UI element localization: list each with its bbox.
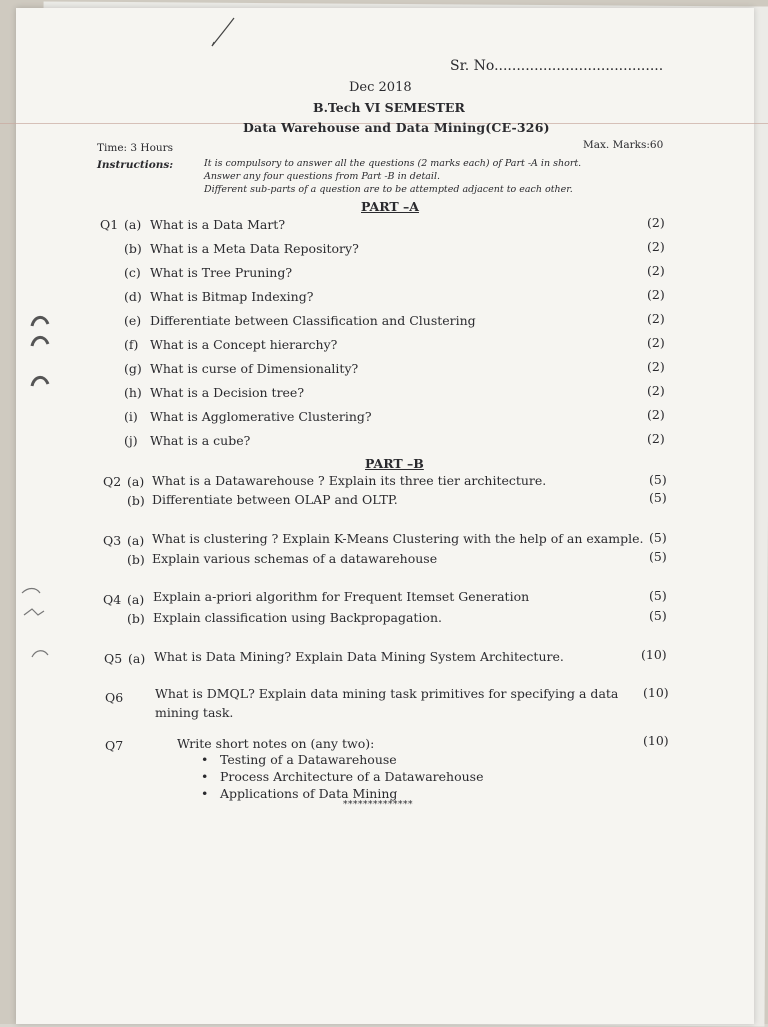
program-title: B.Tech VI SEMESTER xyxy=(313,100,465,115)
part-b-heading: PART –B xyxy=(365,456,424,471)
marks: (5) xyxy=(649,490,667,505)
question-text: What is a cube? xyxy=(150,433,251,448)
instructions-label: Instructions: xyxy=(97,159,174,171)
question-text: Write short notes on (any two): xyxy=(177,736,375,751)
bullet-icon: • xyxy=(201,786,209,801)
marks: (2) xyxy=(647,431,665,446)
list-item: Process Architecture of a Datawarehouse xyxy=(220,769,484,784)
marks: (5) xyxy=(649,472,667,487)
question-text: Explain various schemas of a datawarehouse xyxy=(152,551,438,566)
question-label: Q4 xyxy=(103,592,122,607)
punch-holes-icon xyxy=(28,312,52,402)
question-label: Q1 xyxy=(100,217,119,232)
question-text: Differentiate between OLAP and OLTP. xyxy=(152,492,398,507)
question-label: Q6 xyxy=(105,690,124,705)
marks: (5) xyxy=(649,549,667,564)
marks: (5) xyxy=(649,530,667,545)
part-a-heading: PART –A xyxy=(361,199,419,214)
list-item: Testing of a Datawarehouse xyxy=(220,752,397,767)
marks: (2) xyxy=(647,383,665,398)
list-item: Applications of Data Mining xyxy=(220,786,398,801)
sub-label: (a) xyxy=(127,533,145,548)
marks: (2) xyxy=(647,239,665,254)
serial-number: Sr. No...................................... xyxy=(450,58,664,74)
question-text: What is Agglomerative Clustering? xyxy=(150,409,372,424)
marks: (2) xyxy=(647,311,665,326)
question-text: Explain a-priori algorithm for Frequent Itemset Generation xyxy=(153,589,530,604)
sub-label: (a) xyxy=(128,651,146,666)
sub-label: (b) xyxy=(127,552,145,567)
question-text: What is Tree Pruning? xyxy=(150,265,293,280)
question-label: Q2 xyxy=(103,474,122,489)
sub-label: (f) xyxy=(124,337,139,352)
bullet-icon: • xyxy=(201,752,209,767)
sub-label: (d) xyxy=(124,289,142,304)
marks: (2) xyxy=(647,263,665,278)
question-text: What is curse of Dimensionality? xyxy=(150,361,359,376)
marks: (5) xyxy=(649,608,667,623)
time-label: Time: 3 Hours xyxy=(97,142,174,154)
bullet-icon: • xyxy=(201,769,209,784)
question-text: What is a Concept hierarchy? xyxy=(150,337,338,352)
sub-label: (b) xyxy=(124,241,142,256)
question-text: What is Data Mining? Explain Data Mining System Architecture. xyxy=(154,649,564,664)
sub-label: (i) xyxy=(124,409,138,424)
marks: (10) xyxy=(643,733,669,748)
question-label: Q7 xyxy=(105,738,124,753)
sub-label: (h) xyxy=(124,385,142,400)
sub-label: (a) xyxy=(127,592,145,607)
marks: (2) xyxy=(647,335,665,350)
marks: (2) xyxy=(647,407,665,422)
subject-title: Data Warehouse and Data Mining(CE-326) xyxy=(243,120,550,135)
sub-label: (g) xyxy=(124,361,142,376)
question-text: What is DMQL? Explain data mining task primitives for specifying a data xyxy=(155,686,619,701)
marks: (2) xyxy=(647,287,665,302)
max-marks: Max. Marks:60 xyxy=(583,139,664,151)
question-label: Q3 xyxy=(103,533,122,548)
sub-label: (j) xyxy=(124,433,138,448)
instruction-line: Answer any four questions from Part -B in detail. xyxy=(204,171,441,182)
marks: (10) xyxy=(641,647,667,662)
pen-mark-icon xyxy=(208,16,238,50)
sub-label: (e) xyxy=(124,313,142,328)
marks: (5) xyxy=(649,588,667,603)
question-text: Differentiate between Classification and Clustering xyxy=(150,313,476,328)
question-text: What is a Data Mart? xyxy=(150,217,286,232)
punch-marks-icon xyxy=(18,585,52,665)
question-text: What is a Datawarehouse ? Explain its three tier architecture. xyxy=(152,473,547,488)
question-text: What is clustering ? Explain K-Means Clustering with the help of an example. xyxy=(152,531,644,546)
sub-label: (c) xyxy=(124,265,141,280)
sub-label: (a) xyxy=(127,474,145,489)
exam-session: Dec 2018 xyxy=(349,80,412,95)
question-text: Explain classification using Backpropagation. xyxy=(153,610,442,625)
question-text: mining task. xyxy=(155,705,234,720)
question-text: What is a Meta Data Repository? xyxy=(150,241,359,256)
sub-label: (a) xyxy=(124,217,142,232)
instruction-line: It is compulsory to answer all the questions (2 marks each) of Part -A in short. xyxy=(204,158,582,169)
question-label: Q5 xyxy=(104,651,123,666)
marks: (10) xyxy=(643,685,669,700)
question-text: What is a Decision tree? xyxy=(150,385,305,400)
instruction-line: Different sub-parts of a question are to be attempted adjacent to each other. xyxy=(204,184,573,195)
end-marker: ************** xyxy=(343,800,413,810)
sub-label: (b) xyxy=(127,493,145,508)
marks: (2) xyxy=(647,359,665,374)
marks: (2) xyxy=(647,215,665,230)
sub-label: (b) xyxy=(127,611,145,626)
question-text: What is Bitmap Indexing? xyxy=(150,289,314,304)
